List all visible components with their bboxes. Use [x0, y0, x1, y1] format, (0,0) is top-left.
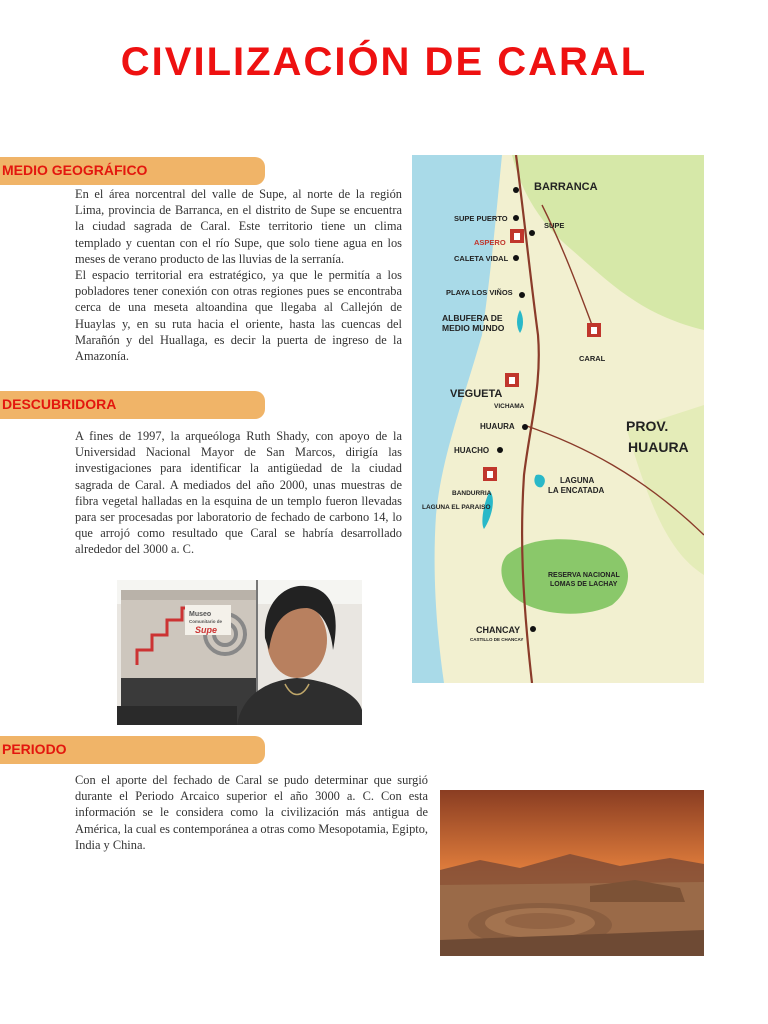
- map-label-supe: SUPE: [544, 221, 565, 230]
- map-label-caral: CARAL: [579, 354, 606, 363]
- museum-sign-1: Museo: [189, 611, 212, 618]
- map-label-barranca: BARRANCA: [534, 181, 598, 193]
- section-heading: DESCUBRIDORA: [2, 396, 117, 412]
- map-label-reserva-1: RESERVA NACIONAL: [548, 572, 620, 579]
- periodo-paragraph-1: Con el aporte del fechado de Caral se pudo determinar que surgió durante el Periodo Arcaico superior el año 3000 a. C. Con esta información se le considera como la civilización más antigua de América, la cual es contemporánea a otras como Mesopotamia, Egipto, India y China.: [75, 773, 429, 852]
- site-marker-bandurria-icon: [483, 467, 497, 481]
- map-label-huacho: HUACHO: [454, 446, 490, 455]
- map-label-prov-2: HUAURA: [628, 439, 689, 455]
- photo-caral-ruins: [440, 790, 704, 956]
- periodo-text: [75, 772, 428, 853]
- section-header-descubridora: [0, 391, 265, 419]
- map-label-prov-1: PROV.: [626, 418, 669, 434]
- medio-paragraph-2: El espacio territorial era estratégico, ya que le permitía a los pobladores tener conexión con otras regiones pues se encontraba cerca de una meseta altoandina que llegaba al Callejón de Huaylas y, en su ruta hacia el oriente, hasta las cuencas del Marañón y del Huallaga, es decir la puerta de ingreso de la Amazonía.: [75, 268, 402, 364]
- map-label-playa: PLAYA LOS VIÑOS: [446, 288, 513, 297]
- museum-sign-3: Supe: [195, 625, 218, 635]
- map-label-caleta-vidal: CALETA VIDAL: [454, 254, 509, 263]
- site-marker-aspero-icon: [510, 229, 524, 243]
- map-caral-region: [412, 155, 704, 683]
- photo-ruth-shady: [117, 580, 362, 725]
- map-label-castillo: CASTILLO DE CHANCAY: [470, 637, 524, 642]
- map-label-bandurria: BANDURRIA: [452, 490, 492, 497]
- section-header-periodo: [0, 736, 265, 764]
- map-label-laguna-1: LAGUNA: [560, 476, 595, 485]
- map-label-supe-puerto: SUPE PUERTO: [454, 214, 508, 223]
- map-label-huaura: HUAURA: [480, 422, 515, 431]
- map-label-laguna-paraiso: LAGUNA EL PARAISO: [422, 504, 491, 511]
- medio-paragraph-1: En el área norcentral del valle de Supe, al norte de la región Lima, provincia de Barranca, en el distrito de Supe se encuentra la ciudad sagrada de Caral. Este territorio tiene un clima templado y cuentan con el río Supe, que solo tiene agua en los meses de verano producto de las lluvias de la serranía.: [75, 187, 402, 266]
- map-label-laguna-2: LA ENCATADA: [548, 486, 605, 495]
- map-label-reserva-2: LOMAS DE LACHAY: [550, 581, 618, 588]
- section-heading: MEDIO GEOGRÁFICO: [2, 162, 148, 178]
- map-label-vegueta: VEGUETA: [450, 388, 503, 400]
- map-label-chancay: CHANCAY: [476, 625, 521, 635]
- descubridora-text: [75, 428, 402, 558]
- map-label-aspero: ASPERO: [474, 238, 506, 247]
- map-label-vichama: VICHAMA: [494, 403, 525, 410]
- medio-text: [75, 186, 402, 364]
- site-marker-caral-icon: [587, 323, 601, 337]
- site-marker-vegueta-icon: [505, 373, 519, 387]
- museum-sign-2: Comunitario de: [189, 619, 223, 624]
- descubridora-paragraph-1: A fines de 1997, la arqueóloga Ruth Shady, con apoyo de la Universidad Nacional Mayor de San Marcos, dirigía las investigaciones para identificar la antigüedad de la ciudad sagrada de Caral. A mediados del año 2000, unas muestras de fibra vegetal halladas en la esquina de un templo fueron llevadas para ser procesadas por laboratorio de fechado de carbono 14, lo que arrojó como resultado que Caral se habría desarrollado alrededor del 3000 a. C.: [75, 429, 402, 557]
- map-label-albufera-2: MEDIO MUNDO: [442, 323, 505, 333]
- section-header-medio: [0, 157, 265, 185]
- page-title: CIVILIZACIÓN DE CARAL: [120, 40, 648, 84]
- section-heading: PERIODO: [2, 741, 67, 757]
- map-label-albufera-1: ALBUFERA DE: [442, 313, 503, 323]
